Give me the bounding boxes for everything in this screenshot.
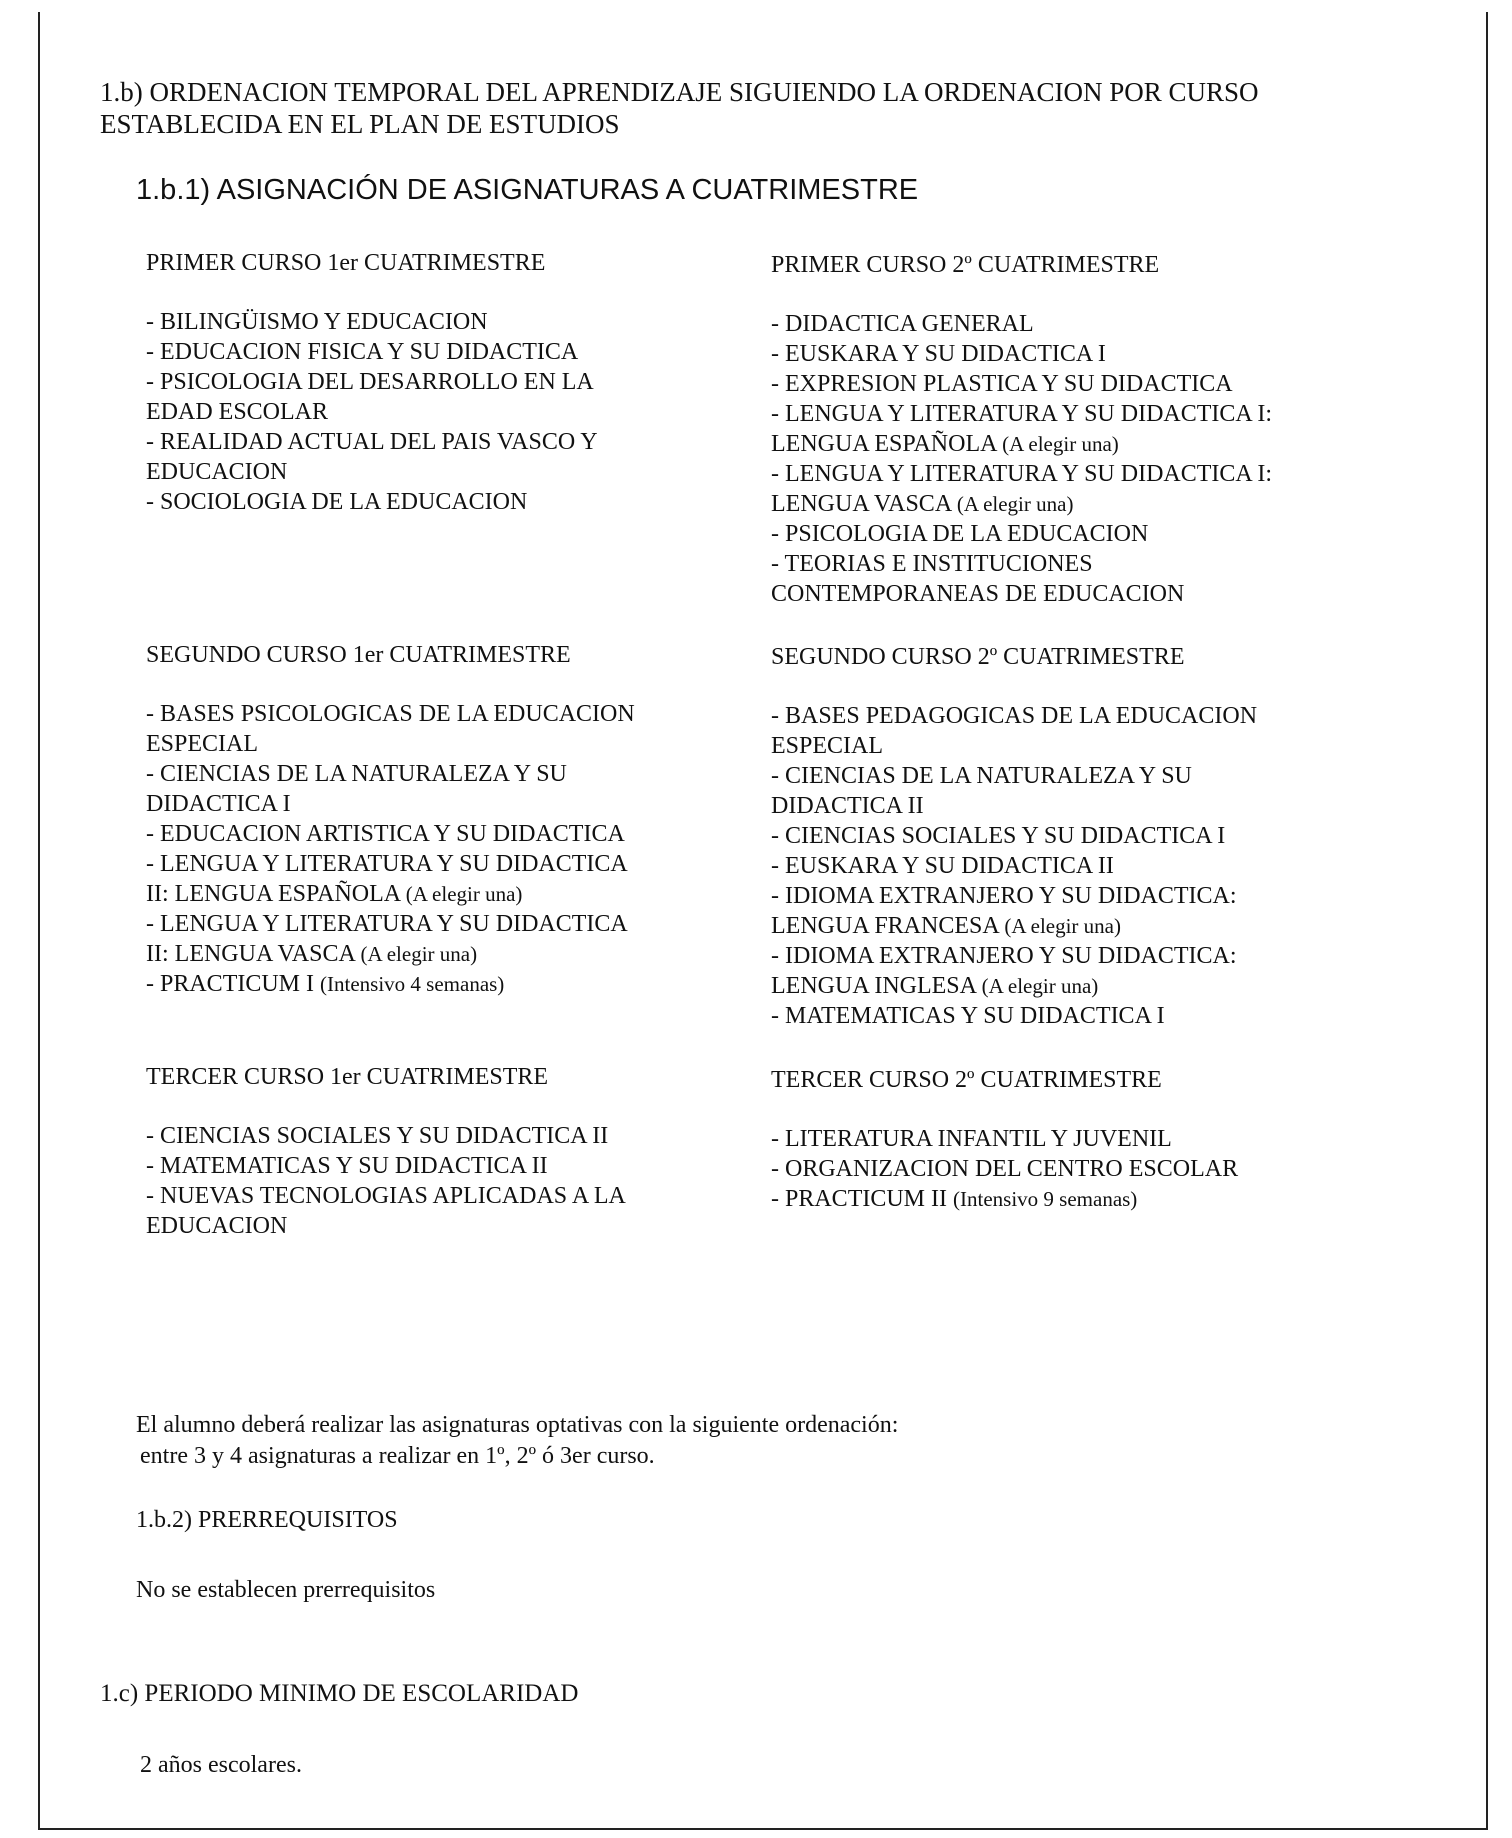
subject-list xyxy=(146,699,706,999)
subject-item: - IDIOMA EXTRANJERO Y SU DIDACTICA: xyxy=(771,943,1237,969)
subject-item: - LENGUA Y LITERATURA Y SU DIDACTICA I: xyxy=(771,461,1273,487)
subject-item: II: LENGUA VASCA (A elegir una) xyxy=(146,941,478,967)
subject-item: - MATEMATICAS Y SU DIDACTICA II xyxy=(146,1153,548,1179)
subject-item: - MATEMATICAS Y SU DIDACTICA I xyxy=(771,1003,1165,1029)
subject-item: LENGUA ESPAÑOLA (A elegir una) xyxy=(771,431,1119,457)
subject-item: CONTEMPORANEAS DE EDUCACION xyxy=(771,581,1185,607)
block-title: SEGUNDO CURSO 1er CUATRIMESTRE xyxy=(146,642,571,668)
subject-item: - DIDACTICA GENERAL xyxy=(771,311,1034,337)
block-primer-curso-1 xyxy=(146,248,706,517)
optativas-line-2: entre 3 y 4 asignaturas a realizar en 1º, 2º ó 3er curso. xyxy=(140,1443,655,1469)
subject-item: - CIENCIAS DE LA NATURALEZA Y SU xyxy=(771,763,1192,789)
block-title: SEGUNDO CURSO 2º CUATRIMESTRE xyxy=(771,644,1185,670)
subject-item: DIDACTICA II xyxy=(771,793,924,819)
subject-item: - PRACTICUM I (Intensivo 4 semanas) xyxy=(146,971,505,997)
subsection-heading-1b1: 1.b.1) ASIGNACIÓN DE ASIGNATURAS A CUATRIMESTRE xyxy=(136,174,919,206)
periodo-heading: 1.c) PERIODO MINIMO DE ESCOLARIDAD xyxy=(100,1680,579,1707)
subject-item: - IDIOMA EXTRANJERO Y SU DIDACTICA: xyxy=(771,883,1237,909)
subject-note: (A elegir una) xyxy=(956,492,1074,516)
block-title: TERCER CURSO 1er CUATRIMESTRE xyxy=(146,1064,549,1090)
subject-note: (Intensivo 4 semanas) xyxy=(320,972,505,996)
subject-list xyxy=(146,307,706,517)
subject-item: - BASES PSICOLOGICAS DE LA EDUCACION xyxy=(146,701,635,727)
subject-item: - EUSKARA Y SU DIDACTICA II xyxy=(771,853,1114,879)
subject-item: - PSICOLOGIA DE LA EDUCACION xyxy=(771,521,1149,547)
subject-item: II: LENGUA ESPAÑOLA (A elegir una) xyxy=(146,881,523,907)
optativas-line-1: El alumno deberá realizar las asignaturas optativas con la siguiente ordenación: xyxy=(136,1412,899,1438)
prerrequisitos-text: No se establecen prerrequisitos xyxy=(136,1577,436,1603)
block-primer-curso-2 xyxy=(771,250,1331,609)
subject-item: - CIENCIAS SOCIALES Y SU DIDACTICA I xyxy=(771,823,1226,849)
section-heading-1b: 1.b) ORDENACION TEMPORAL DEL APRENDIZAJE SIGUIENDO LA ORDENACION POR CURSO ESTABLECIDA EN EL PLAN DE ESTUDIOS xyxy=(100,77,1259,139)
block-title: PRIMER CURSO 2º CUATRIMESTRE xyxy=(771,252,1160,278)
subject-note: (A elegir una) xyxy=(1002,432,1119,456)
subject-item: - LENGUA Y LITERATURA Y SU DIDACTICA xyxy=(146,911,628,937)
subject-item: EDUCACION xyxy=(146,1213,288,1239)
subject-item: - REALIDAD ACTUAL DEL PAIS VASCO Y xyxy=(146,429,598,455)
subject-item: LENGUA FRANCESA (A elegir una) xyxy=(771,913,1121,939)
subject-item: ESPECIAL xyxy=(146,731,259,757)
subject-item: EDAD ESCOLAR xyxy=(146,399,329,425)
subject-list xyxy=(771,701,1331,1031)
subject-note: (A elegir una) xyxy=(981,974,1099,998)
subject-item: - EUSKARA Y SU DIDACTICA I xyxy=(771,341,1106,367)
block-title: PRIMER CURSO 1er CUATRIMESTRE xyxy=(146,250,546,276)
subject-item: LENGUA INGLESA (A elegir una) xyxy=(771,973,1099,999)
subject-item: - TEORIAS E INSTITUCIONES xyxy=(771,551,1093,577)
subject-item: LENGUA VASCA (A elegir una) xyxy=(771,491,1074,517)
subject-item: - CIENCIAS SOCIALES Y SU DIDACTICA II xyxy=(146,1123,609,1149)
subject-item: - EXPRESION PLASTICA Y SU DIDACTICA xyxy=(771,371,1233,397)
subject-item: - CIENCIAS DE LA NATURALEZA Y SU xyxy=(146,761,567,787)
subject-note: (A elegir una) xyxy=(405,882,523,906)
subject-item: - EDUCACION ARTISTICA Y SU DIDACTICA xyxy=(146,821,625,847)
block-segundo-curso-2 xyxy=(771,642,1331,1031)
subject-item: DIDACTICA I xyxy=(146,791,291,817)
subject-item: EDUCACION xyxy=(146,459,288,485)
subject-list xyxy=(771,1124,1331,1214)
subject-item: - LENGUA Y LITERATURA Y SU DIDACTICA I: xyxy=(771,401,1273,427)
block-tercer-curso-2 xyxy=(771,1065,1331,1214)
subject-item: - PRACTICUM II (Intensivo 9 semanas) xyxy=(771,1186,1138,1212)
subject-item: - PSICOLOGIA DEL DESARROLLO EN LA xyxy=(146,369,594,395)
subject-item: - LENGUA Y LITERATURA Y SU DIDACTICA xyxy=(146,851,628,877)
subject-item: - BILINGÜISMO Y EDUCACION xyxy=(146,309,488,335)
block-tercer-curso-1 xyxy=(146,1062,706,1241)
subject-item: - EDUCACION FISICA Y SU DIDACTICA xyxy=(146,339,579,365)
periodo-text: 2 años escolares. xyxy=(140,1752,302,1778)
subject-list xyxy=(771,309,1331,609)
prerrequisitos-heading: 1.b.2) PRERREQUISITOS xyxy=(136,1507,398,1533)
subject-note: (A elegir una) xyxy=(1004,914,1121,938)
subject-item: - SOCIOLOGIA DE LA EDUCACION xyxy=(146,489,528,515)
subject-note: (A elegir una) xyxy=(360,942,478,966)
subject-note: (Intensivo 9 semanas) xyxy=(953,1187,1138,1211)
block-segundo-curso-1 xyxy=(146,640,706,999)
subject-item: - LITERATURA INFANTIL Y JUVENIL xyxy=(771,1126,1172,1152)
subject-item: - BASES PEDAGOGICAS DE LA EDUCACION xyxy=(771,703,1258,729)
subject-item: - ORGANIZACION DEL CENTRO ESCOLAR xyxy=(771,1156,1239,1182)
subject-item: - NUEVAS TECNOLOGIAS APLICADAS A LA xyxy=(146,1183,626,1209)
subject-list xyxy=(146,1121,706,1241)
subject-item: ESPECIAL xyxy=(771,733,884,759)
block-title: TERCER CURSO 2º CUATRIMESTRE xyxy=(771,1067,1162,1093)
